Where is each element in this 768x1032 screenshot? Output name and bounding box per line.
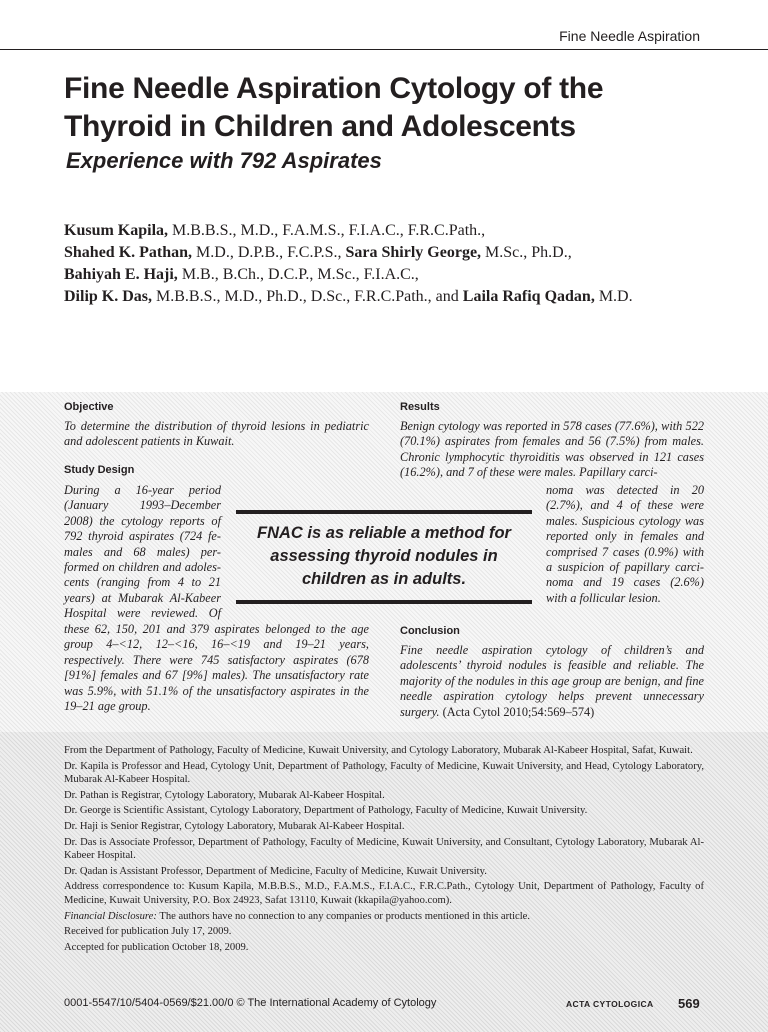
author-list [64, 220, 744, 308]
pull-quote-bottom-rule [236, 600, 532, 604]
pull-quote-top-rule [236, 510, 532, 514]
author-name: Kusum Kapila, [64, 222, 169, 239]
author-name: Laila Rafiq Qadan, [462, 288, 595, 305]
author-credentials: M.D., D.P.B., F.C.P.S., [192, 244, 346, 261]
results-line: reported only in females and [546, 529, 704, 544]
results-line: comprised 7 cases (0.9%) with [546, 544, 704, 559]
study-design-line: cents (ranging from 4 to 21 [64, 575, 221, 590]
author-name: Dilip K. Das, [64, 288, 153, 305]
study-design-line: 792 thyroid aspirates (724 fe- [64, 529, 221, 544]
results-heading: Results [400, 401, 440, 413]
author-name: Sara Shirly George, [345, 244, 482, 261]
running-head: Fine Needle Aspiration [559, 28, 700, 44]
author-credentials: M.B., B.Ch., D.C.P., M.Sc., F.I.A.C., [177, 266, 419, 283]
affiliation-paragraph: Dr. Pathan is Registrar, Cytology Laboratory, Mubarak Al-Kabeer Hospital. [64, 789, 385, 801]
conclusion-block [400, 643, 704, 720]
study-design-line: 2008) the cytology reports of [64, 513, 221, 528]
author-name: Bahiyah E. Haji, [64, 266, 178, 283]
accepted-date: Accepted for publication October 18, 2009. [64, 941, 249, 953]
author-line [64, 242, 744, 264]
pull-quote: FNAC is as reliable a method for assessing thyroid nodules in children as in adults. [257, 524, 511, 588]
article-title: Fine Needle Aspiration Cytology of the Thyroid in Children and Adolescents [64, 72, 604, 143]
affiliation-paragraph: Dr. Qadan is Assistant Professor, Department of Medicine, Faculty of Medicine, Kuwait University. [64, 865, 487, 877]
author-line [64, 220, 744, 242]
author-line [64, 264, 744, 286]
financial-disclosure-text: The authors have no connection to any companies or products mentioned in this article. [156, 910, 531, 922]
study-design-line: males and 68 males) per- [64, 544, 221, 559]
results-narrow [546, 483, 704, 606]
article-subtitle: Experience with 792 Aspirates [66, 148, 382, 173]
header-rule [0, 49, 768, 50]
objective-text: To determine the distribution of thyroid lesions in pediatric and adolescent patients in Kuwait. [64, 419, 369, 449]
results-line: males. Suspicious cytology was [546, 513, 704, 528]
author-credentials: M.Sc., Ph.D., [481, 244, 572, 261]
results-text: Benign cytology was reported in 578 cases (77.6%), with 522 (70.1%) aspirates from females and 56 (7.5%) from males. Chronic lymphocytic thyroiditis was observed in 121 cases (16.2%), and 7 of these were males. Papillary carci- [400, 419, 704, 480]
results-line: noma was detected in 20 [546, 483, 704, 497]
affiliation-paragraph: Dr. Kapila is Professor and Head, Cytology Unit, Department of Pathology, Faculty of Medicine, Kuwait University, and Head, Cytology Laboratory, Mubarak Al-Kabeer Hospital. [64, 760, 704, 786]
author-credentials: M.B.B.S., M.D., Ph.D., D.Sc., F.R.C.Path., and [152, 288, 463, 305]
copyright-line: 0001-5547/10/5404-0569/$21.00/0 © The International Academy of Cytology [64, 997, 437, 1009]
study-design-line: formed on children and adoles- [64, 560, 221, 575]
affiliation-paragraph: Dr. Das is Associate Professor, Department of Pathology, Faculty of Medicine, Kuwait University, and Consultant, Cytology Laboratory, Mubarak Al-Kabeer Hospital. [64, 836, 704, 862]
correspondence-address: Address correspondence to: Kusum Kapila, M.B.B.S., M.D., F.A.M.S., F.I.A.C., F.R.C.Path., Cytology Unit, Department of Pathology, Faculty of Medicine, Kuwait University, P.O. Box 24923, Safat 13110, Kuwait (kkapila@yahoo.com). [64, 881, 704, 906]
study-design-line: (January 1993–December [64, 498, 221, 513]
study-design-narrow [64, 483, 221, 622]
results-line: with a follicular lesion. [546, 590, 661, 605]
author-name: Shahed K. Pathan, [64, 244, 193, 261]
journal-name: ACTA CYTOLOGICA [566, 999, 654, 1009]
affiliation-paragraph: Dr. George is Scientific Assistant, Cytology Laboratory, Department of Pathology, Faculty of Medicine, Kuwait University. [64, 805, 588, 817]
affiliation-paragraph: Dr. Haji is Senior Registrar, Cytology Laboratory, Mubarak Al-Kabeer Hospital. [64, 820, 405, 832]
study-design-line: During a 16-year period [64, 483, 221, 497]
study-design-line: years) at Mubarak Al-Kabeer [64, 590, 221, 605]
study-design-line: Hospital were reviewed. Of [64, 606, 221, 621]
study-design-heading: Study Design [64, 464, 135, 476]
results-line: noma and 19 cases (2.6%) [546, 575, 704, 590]
results-line: a suspicion of papillary carci- [546, 560, 704, 575]
financial-disclosure [64, 910, 704, 924]
conclusion-text: Fine needle aspiration cytology of children’s and adolescents’ thyroid nodules is feasible and reliable. The majority of the nodules in this age group are benign, and fine needle aspiration cytology helps prevent unnecessary surgery. [400, 643, 704, 719]
received-date: Received for publication July 17, 2009. [64, 926, 232, 938]
affiliations [64, 744, 704, 956]
author-credentials: M.D. [594, 288, 633, 305]
author-credentials: M.B.B.S., M.D., F.A.M.S., F.I.A.C., F.R.C.Path., [168, 222, 486, 239]
study-design-text: these 62, 150, 201 and 379 aspirates belonged to the age group 4–<12, 12–<16, 16–<19 and 19–21 years, respectively. There were 745 satisfactory aspirates (678 [91%] females and 67 [9%] males). The unsatisfactory rate was 5.9%, with 51.1% of the unsatisfactory aspirates in the 19–21 age group. [64, 622, 369, 714]
citation: (Acta Cytol 2010;54:569–574) [442, 704, 595, 719]
objective-heading: Objective [64, 401, 114, 413]
affiliation-paragraph: From the Department of Pathology, Faculty of Medicine, Kuwait University, and Cytology Laboratory, Mubarak Al-Kabeer Hospital, Safat, Kuwait. [64, 745, 693, 756]
results-line: (2.7%), and 4 of these were [546, 498, 704, 513]
financial-disclosure-label: Financial Disclosure: [64, 910, 157, 922]
author-line [64, 286, 744, 308]
page-number: 569 [678, 996, 700, 1011]
conclusion-heading: Conclusion [400, 625, 460, 637]
